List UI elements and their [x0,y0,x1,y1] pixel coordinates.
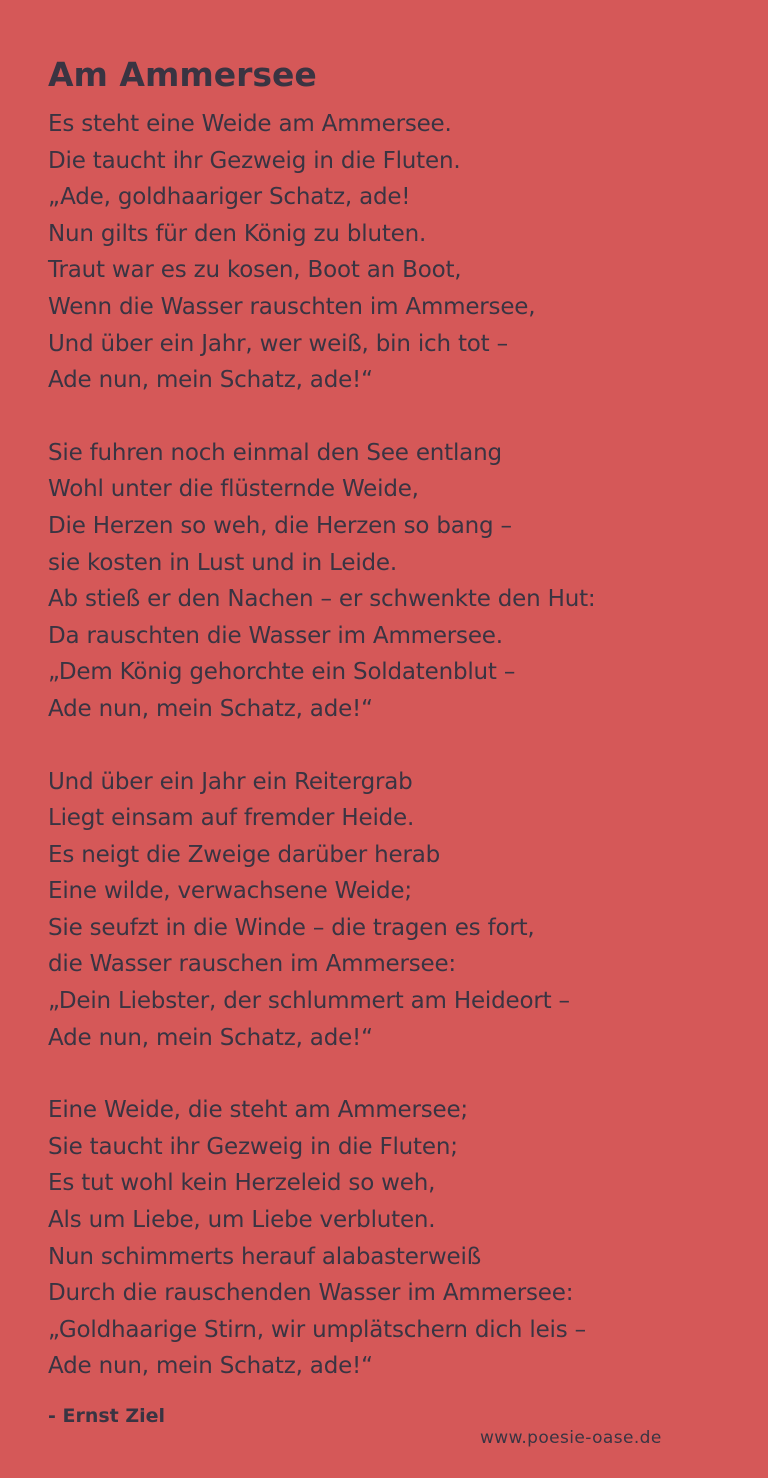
stanza-1 [48,106,738,399]
stanza-2 [48,435,738,728]
verse-line: „Dein Liebster, der schlummert am Heideort – [48,988,570,1015]
verse-line: Eine wilde, verwachsene Weide; [48,878,412,905]
stanza-4 [48,1092,738,1385]
poem-card [48,52,738,1421]
poem-author: - Ernst Ziel [48,1405,166,1427]
verse-line: „Ade, goldhaariger Schatz, ade! [48,184,411,211]
verse-line: Ade nun, mein Schatz, ade!“ [48,1024,373,1051]
poem-title: Am Ammersee [48,55,317,94]
website-credit: www.poesie-oase.de [480,1428,662,1448]
verse-line: Ade nun, mein Schatz, ade!“ [48,367,373,394]
verse-line: Sie fuhren noch einmal den See entlang [48,439,502,466]
verse-line: Nun schimmerts herauf alabasterweiß [48,1243,481,1270]
stanza-3 [48,764,738,1057]
verse-line: Die Herzen so weh, die Herzen so bang – [48,512,512,539]
verse-line: Ab stieß er den Nachen – er schwenkte den Hut: [48,586,596,613]
verse-line: Sie taucht ihr Gezweig in die Fluten; [48,1133,458,1160]
verse-line: „Goldhaarige Stirn, wir umplätschern dich leis – [48,1316,586,1343]
verse-line: Und über ein Jahr ein Reitergrab [48,768,413,795]
verse-line: Und über ein Jahr, wer weiß, bin ich tot – [48,330,508,357]
verse-line: Die taucht ihr Gezweig in die Fluten. [48,147,461,174]
verse-line: Liegt einsam auf fremder Heide. [48,805,415,832]
verse-line: Es tut wohl kein Herzeleid so weh, [48,1170,436,1197]
verse-line: Eine Weide, die steht am Ammersee; [48,1097,468,1124]
verse-line: Ade nun, mein Schatz, ade!“ [48,1353,373,1380]
verse-line: Durch die rauschenden Wasser im Ammersee: [48,1280,574,1307]
verse-line: Es neigt die Zweige darüber herab [48,841,441,868]
verse-line: Als um Liebe, um Liebe verbluten. [48,1207,436,1234]
verse-line: Da rauschten die Wasser im Ammersee. [48,622,503,649]
verse-line: Sie seufzt in die Winde – die tragen es fort, [48,914,535,941]
verse-line: Traut war es zu kosen, Boot an Boot, [48,257,462,284]
verse-line: sie kosten in Lust und in Leide. [48,549,397,576]
verse-line: Ade nun, mein Schatz, ade!“ [48,695,373,722]
verse-line: Nun gilts für den König zu bluten. [48,220,427,247]
verse-line: Wenn die Wasser rauschten im Ammersee, [48,293,536,320]
verse-line: die Wasser rauschen im Ammersee: [48,951,456,978]
verse-line: Es steht eine Weide am Ammersee. [48,111,452,137]
verse-line: Wohl unter die flüsternde Weide, [48,476,419,503]
verse-line: „Dem König gehorchte ein Soldatenblut – [48,659,516,686]
